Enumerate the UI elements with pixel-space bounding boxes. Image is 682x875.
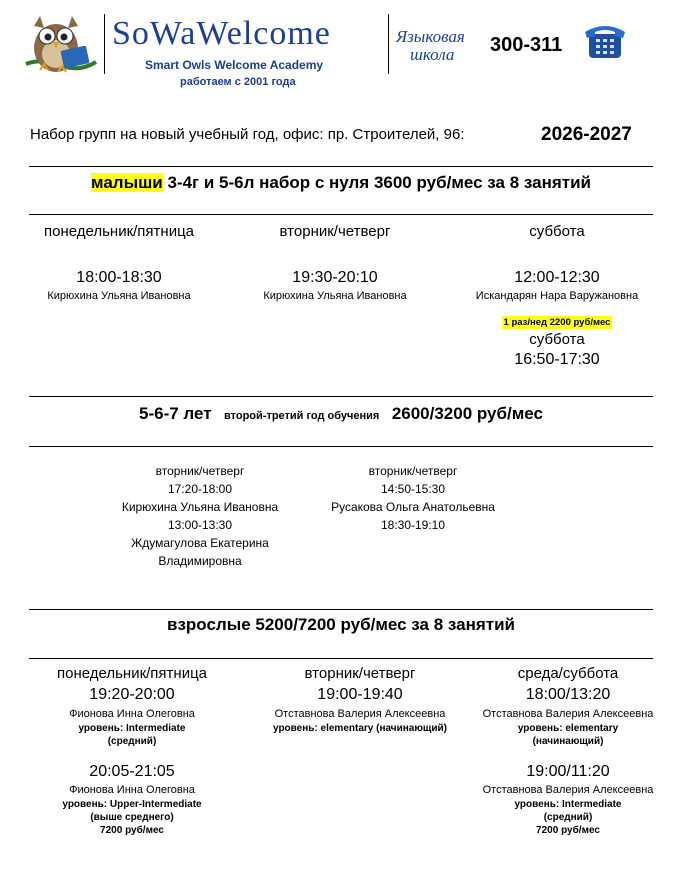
- divider: [29, 396, 653, 397]
- adults-col-level: уровень: Intermediate: [514, 799, 622, 810]
- mid-line: вторник/четверг: [368, 464, 458, 478]
- adults-col-1: [22, 664, 242, 837]
- adults-col-price: 7200 руб/мес: [536, 825, 600, 836]
- owl-logo-icon: [22, 14, 98, 78]
- mid-line: 14:50-15:30: [380, 482, 446, 496]
- adults-col-teacher: Фионова Инна Олеговна: [69, 784, 195, 796]
- mid-line: вторник/четверг: [155, 464, 245, 478]
- adults-col-level: (средний): [107, 736, 157, 747]
- kids-col-2: [230, 222, 440, 302]
- divider: [29, 658, 653, 659]
- school-line-1: Языковая: [396, 27, 465, 46]
- kids-col-day: суббота: [529, 223, 585, 240]
- kids-note-badge: 1 раз/нед 2200 руб/мес: [503, 317, 611, 328]
- kids-title: [29, 172, 653, 194]
- adults-col-time: 20:05-21:05: [89, 763, 175, 780]
- mid-col-2: [313, 462, 513, 534]
- adults-col-day: вторник/четверг: [304, 665, 416, 682]
- mid-line: Русакова Ольга Анатольевна: [331, 500, 495, 514]
- school-line-2: школа: [410, 45, 455, 64]
- mid-line: 13:00-13:30: [167, 518, 233, 532]
- mid-title-year: второй-третий год обучения: [224, 410, 380, 422]
- divider: [29, 609, 653, 610]
- adults-col-time: 19:00/11:20: [526, 763, 610, 780]
- mid-title-age: 5-6-7 лет: [139, 404, 212, 423]
- kids-title-rest: 3-4г и 5-6л набор с нуля 3600 руб/мес за 8 занятий: [162, 173, 591, 192]
- adults-col-level: уровень: Intermediate: [78, 723, 186, 734]
- adults-col-day: среда/суббота: [517, 665, 619, 682]
- adults-col-teacher: Фионова Инна Олеговна: [69, 708, 195, 720]
- kids-col-teacher: Кирюхина Ульяна Ивановна: [47, 290, 191, 302]
- divider: [29, 166, 653, 167]
- adults-col-level: (средний): [543, 812, 593, 823]
- mid-title-price: 2600/3200 руб/мес: [391, 404, 543, 423]
- kids-title-highlight: малыши: [91, 173, 163, 192]
- kids-col-3: [452, 222, 662, 370]
- divider: [29, 214, 653, 215]
- logo-subtitle: Smart Owls Welcome Academy: [145, 58, 324, 72]
- kids-col-time: 18:00-18:30: [76, 269, 162, 286]
- adults-col-time: 19:00-19:40: [317, 686, 403, 703]
- adults-col-level: (начинающий): [532, 736, 604, 747]
- kids-col-1: [14, 222, 224, 302]
- adults-col-level: уровень: Upper-Intermediate: [62, 799, 202, 810]
- adults-col-teacher: Отставнова Валерия Алексеевна: [274, 708, 446, 720]
- logo-since: работаем с 2001 года: [180, 76, 296, 88]
- adults-col-time: 18:00/13:20: [525, 686, 611, 703]
- header-divider-left: [104, 14, 105, 74]
- adults-col-level: (выше среднего): [90, 812, 174, 823]
- kids-col-teacher: Кирюхина Ульяна Ивановна: [263, 290, 407, 302]
- telephone-icon: [583, 18, 627, 62]
- kids-col-time: 19:30-20:10: [292, 269, 378, 286]
- mid-line: 17:20-18:00: [167, 482, 233, 496]
- header-divider-right: [388, 14, 389, 74]
- mid-col-1: [100, 462, 300, 570]
- academic-year: 2026-2027: [541, 124, 632, 145]
- adults-col-2: [250, 664, 470, 735]
- adults-col-level: уровень: elementary: [517, 723, 619, 734]
- mid-line: 18:30-19:10: [380, 518, 446, 532]
- mid-line: Кирюхина Ульяна Ивановна: [121, 500, 279, 514]
- adults-col-day: понедельник/пятница: [56, 665, 208, 682]
- mid-line: Ждумагулова Екатерина: [131, 536, 269, 550]
- adults-col-price: 7200 руб/мес: [100, 825, 164, 836]
- mid-title: [29, 403, 653, 427]
- kids-extra-day: суббота: [529, 331, 585, 348]
- kids-col-time: 12:00-12:30: [514, 269, 600, 286]
- mid-line: Владимировна: [158, 554, 242, 568]
- phone-number: 300-311: [490, 34, 563, 56]
- adults-col-teacher: Отставнова Валерия Алексеевна: [482, 784, 654, 796]
- adults-col-teacher: Отставнова Валерия Алексеевна: [482, 708, 654, 720]
- adults-title: взрослые 5200/7200 руб/мес за 8 занятий: [167, 615, 515, 634]
- kids-col-day: понедельник/пятница: [43, 223, 195, 240]
- divider: [29, 446, 653, 447]
- logo-wordmark: SoWaWelcome: [112, 15, 331, 52]
- adults-col-level: уровень: elementary (начинающий): [273, 723, 447, 734]
- adults-col-time: 19:20-20:00: [89, 686, 175, 703]
- intro-text: Набор групп на новый учебный год, офис: пр. Строителей, 96:: [30, 126, 465, 143]
- kids-extra-time: 16:50-17:30: [514, 351, 600, 368]
- kids-col-teacher: Искандарян Нара Варужановна: [475, 290, 639, 302]
- kids-col-day: вторник/четверг: [279, 223, 391, 240]
- adults-col-3: [468, 664, 668, 837]
